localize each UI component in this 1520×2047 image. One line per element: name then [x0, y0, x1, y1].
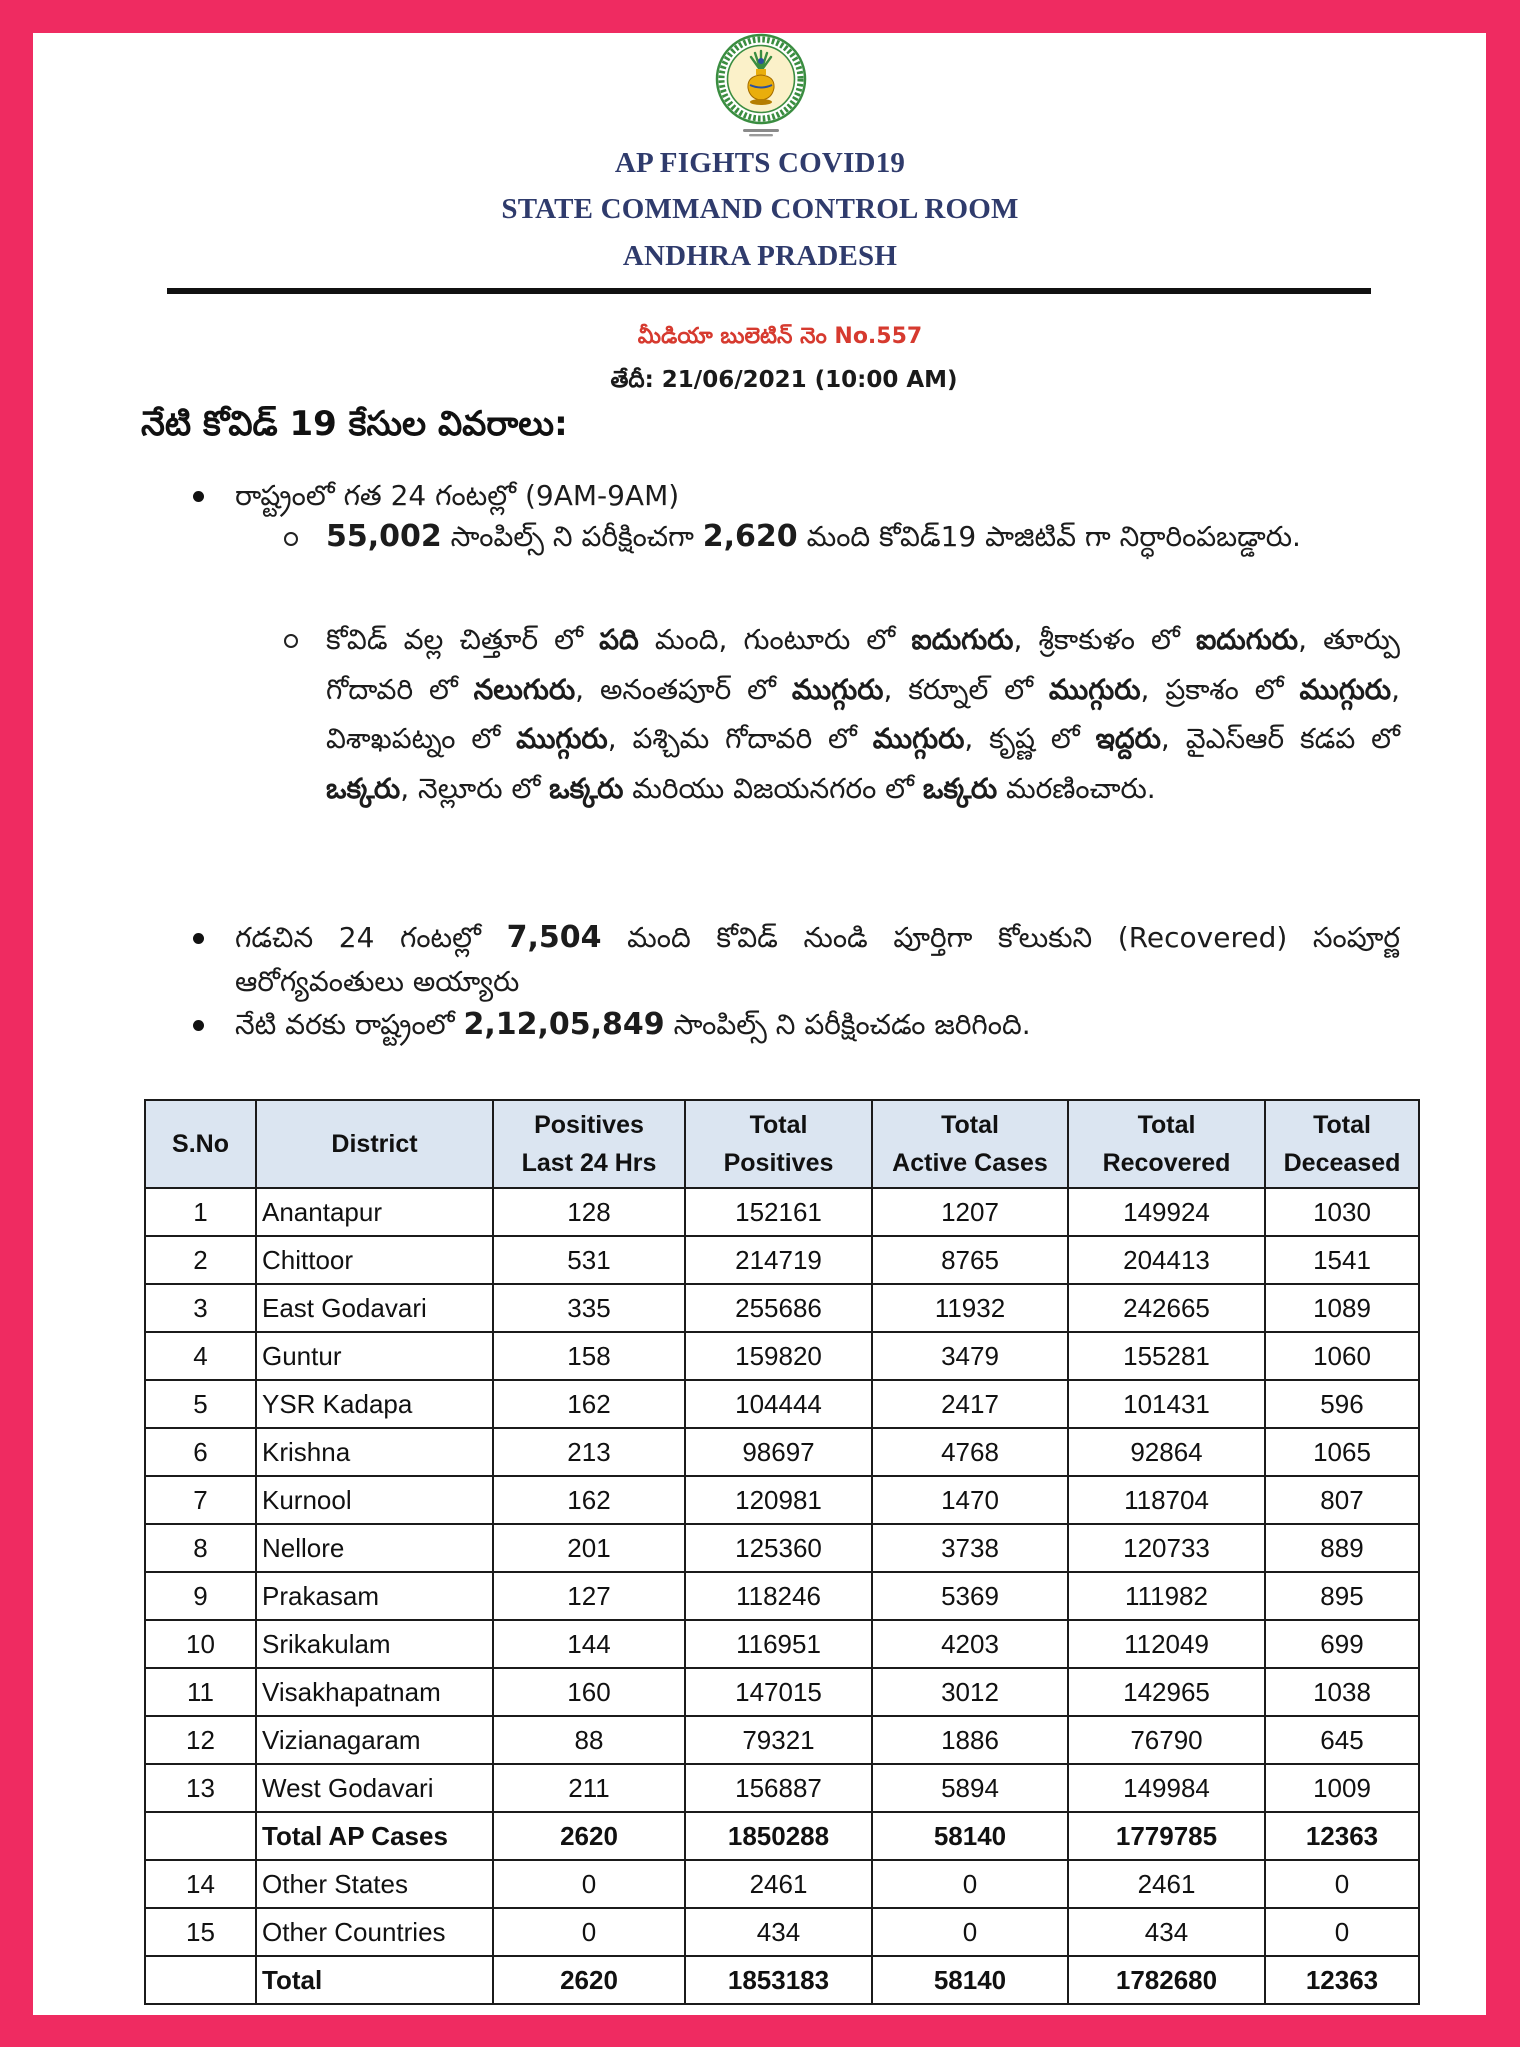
cell-district: Chittoor — [256, 1236, 493, 1284]
cell-sno: 10 — [145, 1620, 256, 1668]
cell-positives-last-24-hrs: 213 — [493, 1428, 685, 1476]
table-row — [145, 1332, 1419, 1380]
cell-total-deceased: 699 — [1265, 1620, 1419, 1668]
table-row — [145, 1620, 1419, 1668]
text-segment: సాంపిల్స్ ని పరీక్షించడం జరిగింది. — [664, 1008, 1031, 1041]
column-header-text: Deceased — [1283, 1149, 1401, 1177]
text-segment: , కర్నూల్ లో — [883, 672, 1049, 706]
cell-total-recovered: 120733 — [1068, 1524, 1265, 1572]
media-bulletin-number: మీడియా బులెటిన్ నెం No.557 — [637, 324, 923, 349]
cell-total-positives: 156887 — [685, 1764, 872, 1812]
cell-total-deceased: 0 — [1265, 1860, 1419, 1908]
table-row — [145, 1764, 1419, 1812]
cell-total-active-cases: 4203 — [872, 1620, 1068, 1668]
cell-total-deceased: 1038 — [1265, 1668, 1419, 1716]
table-row — [145, 1524, 1419, 1572]
text-segment: నేటి వరకు రాష్ట్రంలో — [235, 1008, 464, 1041]
total-row — [145, 1812, 1419, 1860]
cell-total-recovered: 92864 — [1068, 1428, 1265, 1476]
cell-total-active-cases: 3738 — [872, 1524, 1068, 1572]
cell-total-recovered: 434 — [1068, 1908, 1265, 1956]
cell-total-deceased: 1030 — [1265, 1188, 1419, 1236]
bold-count: ఐదుగురు — [911, 623, 1014, 656]
cell-district: Total AP Cases — [256, 1812, 493, 1860]
bold-count: ఒక్కరు — [326, 771, 401, 805]
cell-total-recovered: 1782680 — [1068, 1956, 1265, 2004]
bullet-last-24-hours — [235, 474, 1400, 518]
cell-positives-last-24-hrs: 144 — [493, 1620, 685, 1668]
cell-total-positives: 159820 — [685, 1332, 872, 1380]
header-divider — [167, 288, 1371, 294]
bold-count: ఒక్కరు — [549, 771, 624, 805]
bullet-recovered — [235, 916, 1400, 1004]
cell-total-recovered: 76790 — [1068, 1716, 1265, 1764]
table-row — [145, 1188, 1419, 1236]
sub-bullet-icon — [284, 634, 298, 648]
cell-total-active-cases: 1207 — [872, 1188, 1068, 1236]
cell-sno: 13 — [145, 1764, 256, 1812]
table-row — [145, 1284, 1419, 1332]
text-segment: , కృష్ణ లో — [964, 722, 1096, 755]
bullet-text: రాష్ట్రంలో గత 24 గంటల్లో (9AM-9AM) — [235, 479, 680, 512]
cell-total-active-cases: 5369 — [872, 1572, 1068, 1620]
column-header-text: Total — [941, 1111, 999, 1139]
text-segment: , అనంతపూర్ లో — [575, 672, 792, 706]
cell-district: West Godavari — [256, 1764, 493, 1812]
bold-count: ముగ్గురు — [516, 722, 608, 755]
cell-total-positives: 214719 — [685, 1236, 872, 1284]
cell-district: East Godavari — [256, 1284, 493, 1332]
cell-total-deceased: 12363 — [1265, 1812, 1419, 1860]
cell-sno — [145, 1812, 256, 1860]
cell-positives-last-24-hrs: 160 — [493, 1668, 685, 1716]
column-header-total-recovered — [1068, 1100, 1265, 1188]
bold-count: నలుగురు — [473, 672, 576, 706]
sub-bullet-icon — [284, 532, 298, 546]
cell-positives-last-24-hrs: 0 — [493, 1908, 685, 1956]
table-row — [145, 1908, 1419, 1956]
bold-count: ముగ్గురు — [1048, 672, 1141, 706]
cell-total-active-cases: 2417 — [872, 1380, 1068, 1428]
bold-count: ముగ్గురు — [872, 722, 965, 755]
cell-total-positives: 2461 — [685, 1860, 872, 1908]
cell-positives-last-24-hrs: 2620 — [493, 1956, 685, 2004]
cell-total-active-cases: 0 — [872, 1908, 1068, 1956]
cell-sno: 5 — [145, 1380, 256, 1428]
cell-total-recovered: 1779785 — [1068, 1812, 1265, 1860]
cell-sno: 15 — [145, 1908, 256, 1956]
cell-positives-last-24-hrs: 158 — [493, 1332, 685, 1380]
bold-count: ఐదుగురు — [1195, 623, 1299, 656]
cell-total-positives: 434 — [685, 1908, 872, 1956]
bold-count: ఒక్కరు — [922, 771, 998, 805]
cell-total-positives: 147015 — [685, 1668, 872, 1716]
cell-total-deceased: 895 — [1265, 1572, 1419, 1620]
column-header-text: Active Cases — [892, 1149, 1048, 1177]
cell-total-recovered: 2461 — [1068, 1860, 1265, 1908]
text-segment: , శ్రీకాకుళం లో — [1013, 623, 1196, 656]
cell-sno: 3 — [145, 1284, 256, 1332]
text-segment: , తూర్పు గోదావరి లో — [326, 623, 1400, 706]
cell-total-positives: 116951 — [685, 1620, 872, 1668]
text-segment: , ప్రకాశం లో — [1140, 672, 1300, 706]
cell-total-active-cases: 3012 — [872, 1668, 1068, 1716]
cell-positives-last-24-hrs: 2620 — [493, 1812, 685, 1860]
cell-total-deceased: 889 — [1265, 1524, 1419, 1572]
cell-district: Kurnool — [256, 1476, 493, 1524]
text-segment: కోవిడ్ వల్ల చిత్తూర్ లో — [326, 623, 600, 656]
text-segment: సాంపిల్స్ ని పరీక్షించగా — [441, 520, 703, 553]
cell-district: Other Countries — [256, 1908, 493, 1956]
cell-district: Srikakulam — [256, 1620, 493, 1668]
text-segment: , వైఎస్ఆర్ కడప లో — [1160, 722, 1400, 755]
table-row — [145, 1236, 1419, 1284]
cell-sno: 12 — [145, 1716, 256, 1764]
text-segment: మరియు విజయనగరం లో — [623, 771, 923, 805]
bold-count: ముగ్గురు — [791, 672, 884, 706]
cell-district: Guntur — [256, 1332, 493, 1380]
text-segment: మంది కోవిడ్19 పాజిటివ్ గా నిర్ధారింపబడ్డారు. — [797, 520, 1301, 553]
header-row — [145, 1100, 1419, 1188]
cell-total-positives: 125360 — [685, 1524, 872, 1572]
cell-positives-last-24-hrs: 335 — [493, 1284, 685, 1332]
bullet-total-samples — [235, 1003, 1400, 1047]
highlighted-figure: 7,504 — [506, 920, 602, 955]
cell-sno: 2 — [145, 1236, 256, 1284]
cell-total-deceased: 12363 — [1265, 1956, 1419, 2004]
cell-total-active-cases: 8765 — [872, 1236, 1068, 1284]
cell-positives-last-24-hrs: 0 — [493, 1860, 685, 1908]
text-segment: గడచిన 24 గంటల్లో — [235, 921, 507, 954]
table-row — [145, 1716, 1419, 1764]
cell-sno: 1 — [145, 1188, 256, 1236]
cell-total-positives: 104444 — [685, 1380, 872, 1428]
cell-positives-last-24-hrs: 162 — [493, 1476, 685, 1524]
cell-total-deceased: 1541 — [1265, 1236, 1419, 1284]
column-header-total-active-cases — [872, 1100, 1068, 1188]
cell-total-deceased: 0 — [1265, 1908, 1419, 1956]
cell-total-deceased: 807 — [1265, 1476, 1419, 1524]
text-segment: , నెల్లూరు లో — [400, 771, 550, 805]
cell-positives-last-24-hrs: 162 — [493, 1380, 685, 1428]
date-value: : 21/06/2021 (10:00 AM) — [644, 367, 958, 393]
cell-district: Other States — [256, 1860, 493, 1908]
sub-item-tests — [326, 513, 1345, 561]
cell-total-recovered: 204413 — [1068, 1236, 1265, 1284]
cell-total-recovered: 155281 — [1068, 1332, 1265, 1380]
cell-total-deceased: 1009 — [1265, 1764, 1419, 1812]
column-header-text: Positives — [723, 1149, 834, 1177]
table-body — [145, 1188, 1419, 2004]
cell-total-active-cases: 5894 — [872, 1764, 1068, 1812]
column-header-total-deceased — [1265, 1100, 1419, 1188]
cell-total-deceased: 1089 — [1265, 1284, 1419, 1332]
table-row — [145, 1860, 1419, 1908]
cell-sno: 9 — [145, 1572, 256, 1620]
column-header-text: S.No — [172, 1130, 229, 1158]
table-row — [145, 1476, 1419, 1524]
column-header-district — [256, 1100, 493, 1188]
cell-district: Prakasam — [256, 1572, 493, 1620]
total-row — [145, 1956, 1419, 2004]
cell-total-recovered: 111982 — [1068, 1572, 1265, 1620]
table-row — [145, 1380, 1419, 1428]
cell-total-active-cases: 11932 — [872, 1284, 1068, 1332]
cell-district: YSR Kadapa — [256, 1380, 493, 1428]
cell-total-recovered: 242665 — [1068, 1284, 1265, 1332]
bold-count: ఇద్దరు — [1095, 722, 1161, 755]
highlighted-figure: 2,620 — [702, 519, 798, 554]
column-header-text: Total — [749, 1111, 808, 1139]
bulletin-date — [484, 362, 1084, 398]
cell-total-deceased: 645 — [1265, 1716, 1419, 1764]
table-row — [145, 1668, 1419, 1716]
cell-total-positives: 120981 — [685, 1476, 872, 1524]
cell-sno — [145, 1956, 256, 2004]
cell-positives-last-24-hrs: 531 — [493, 1236, 685, 1284]
cell-total-recovered: 112049 — [1068, 1620, 1265, 1668]
cell-district: Vizianagaram — [256, 1716, 493, 1764]
cell-sno: 8 — [145, 1524, 256, 1572]
column-header-text: Total — [1137, 1111, 1196, 1139]
bold-count: ముగ్గురు — [1299, 672, 1392, 706]
cell-district: Visakhapatnam — [256, 1668, 493, 1716]
text-segment: , విశాఖపట్నం లో — [326, 672, 1400, 755]
header-campaign-title: AP FIGHTS COVID19 — [614, 147, 906, 179]
column-header-sno — [145, 1100, 256, 1188]
cell-sno: 6 — [145, 1428, 256, 1476]
section-title: నేటి కోవిడ్ 19 కేసుల వివరాలు: — [141, 404, 568, 444]
table-row — [145, 1572, 1419, 1620]
text-segment: మంది, గుంటూరు లో — [638, 623, 912, 656]
cell-total-active-cases: 58140 — [872, 1956, 1068, 2004]
header-department: STATE COMMAND CONTROL ROOM — [501, 193, 1019, 225]
cell-district: Total — [256, 1956, 493, 2004]
cell-positives-last-24-hrs: 128 — [493, 1188, 685, 1236]
cell-sno: 4 — [145, 1332, 256, 1380]
cell-total-deceased: 596 — [1265, 1380, 1419, 1428]
column-header-text: Positives — [534, 1111, 644, 1139]
district-cases-table — [144, 1099, 1420, 2005]
bullet-icon — [193, 933, 204, 944]
column-header-positives-last-24-hrs — [493, 1100, 685, 1188]
sub-item-deaths — [326, 615, 1400, 813]
table-head — [145, 1100, 1419, 1188]
cell-sno: 11 — [145, 1668, 256, 1716]
bullet-icon — [193, 1020, 204, 1031]
cell-total-active-cases: 1470 — [872, 1476, 1068, 1524]
cell-sno: 7 — [145, 1476, 256, 1524]
column-header-text: District — [331, 1130, 418, 1158]
cell-positives-last-24-hrs: 88 — [493, 1716, 685, 1764]
ap-state-emblem-logo — [711, 33, 811, 141]
cell-total-active-cases: 58140 — [872, 1812, 1068, 1860]
cell-positives-last-24-hrs: 127 — [493, 1572, 685, 1620]
cell-total-positives: 152161 — [685, 1188, 872, 1236]
cell-total-active-cases: 1886 — [872, 1716, 1068, 1764]
cell-district: Krishna — [256, 1428, 493, 1476]
cell-total-recovered: 142965 — [1068, 1668, 1265, 1716]
column-header-text: Recovered — [1102, 1149, 1231, 1177]
cell-total-recovered: 101431 — [1068, 1380, 1265, 1428]
cell-district: Nellore — [256, 1524, 493, 1572]
bold-count: పది — [599, 623, 639, 656]
cell-positives-last-24-hrs: 211 — [493, 1764, 685, 1812]
cell-total-positives: 118246 — [685, 1572, 872, 1620]
highlighted-figure: 2,12,05,849 — [463, 1007, 665, 1042]
bullet-icon — [193, 491, 204, 502]
cell-total-recovered: 118704 — [1068, 1476, 1265, 1524]
table-row — [145, 1428, 1419, 1476]
column-header-text: Total — [1313, 1111, 1371, 1139]
cell-sno: 14 — [145, 1860, 256, 1908]
cell-total-positives: 255686 — [685, 1284, 872, 1332]
text-segment: మరణించారు. — [997, 771, 1156, 805]
text-segment: మంది కోవిడ్ నుండి పూర్తిగా కోలుకుని (Recovered) సంపూర్ణ ఆరోగ్యవంతులు అయ్యారు — [235, 921, 1400, 998]
cell-district: Anantapur — [256, 1188, 493, 1236]
cell-total-deceased: 1060 — [1265, 1332, 1419, 1380]
cell-total-positives: 1850288 — [685, 1812, 872, 1860]
column-header-total-positives — [685, 1100, 872, 1188]
column-header-text: Last 24 Hrs — [521, 1149, 657, 1177]
date-label: తేదీ — [610, 367, 645, 393]
cell-total-active-cases: 3479 — [872, 1332, 1068, 1380]
header-state: ANDHRA PRADESH — [622, 240, 898, 272]
cell-total-recovered: 149924 — [1068, 1188, 1265, 1236]
cell-total-positives: 79321 — [685, 1716, 872, 1764]
cell-total-deceased: 1065 — [1265, 1428, 1419, 1476]
cell-total-positives: 98697 — [685, 1428, 872, 1476]
cell-total-active-cases: 0 — [872, 1860, 1068, 1908]
cell-total-positives: 1853183 — [685, 1956, 872, 2004]
text-segment: , పశ్చిమ గోదావరి లో — [607, 722, 873, 755]
cell-total-active-cases: 4768 — [872, 1428, 1068, 1476]
cell-total-recovered: 149984 — [1068, 1764, 1265, 1812]
highlighted-figure: 55,002 — [326, 519, 442, 554]
cell-positives-last-24-hrs: 201 — [493, 1524, 685, 1572]
